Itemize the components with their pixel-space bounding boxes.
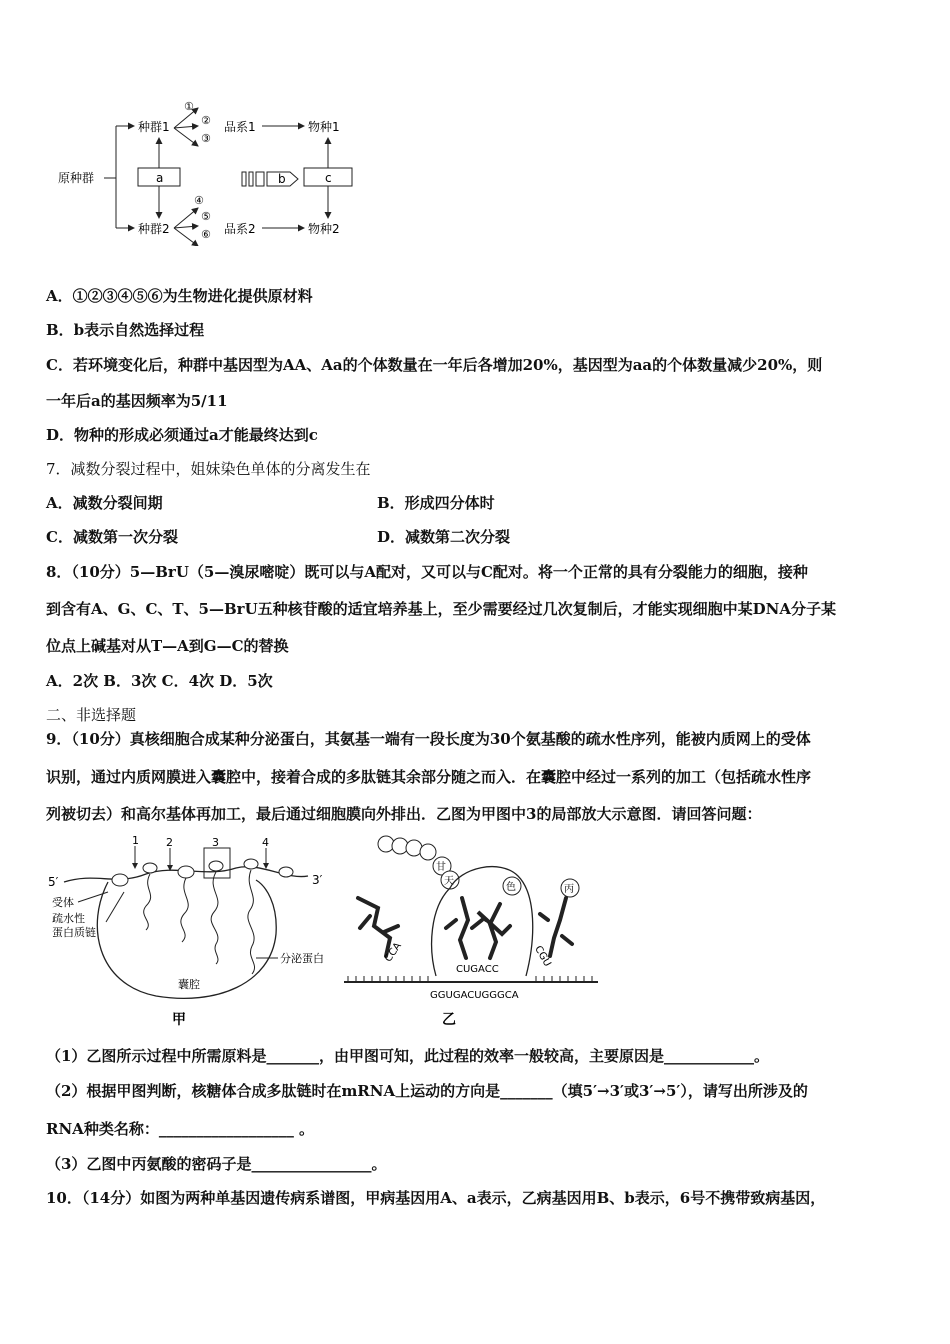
q7-option-c: C．减数第一次分裂 [46, 528, 178, 546]
q6-option-c-line1: C．若环境变化后，种群中基因型为AA、Aa的个体数量在一年后各增加20%，基因型为aa的个体数量减少20%，则 [46, 356, 823, 374]
q6-option-b: B．b表示自然选择过程 [46, 321, 205, 339]
figure-yi [340, 828, 602, 1028]
figure-jia-caption: 甲 [172, 1012, 186, 1028]
mutation-1-label: ① [184, 100, 194, 113]
q7-option-d: D．减数第二次分裂 [377, 528, 511, 546]
species2-label: 物种2 [308, 222, 340, 236]
figure-jia [46, 834, 336, 1029]
box-b-label: b [278, 172, 286, 186]
mutation-5-label: ⑤ [201, 210, 211, 223]
q9-line1: 9．（10分）真核细胞合成某种分泌蛋白，其氨基一端有一段长度为30个氨基酸的疏水性序列，能被内质网上的受体 [46, 730, 811, 748]
q8-line1: 8．（10分）5—BrU（5—溴尿嘧啶）既可以与A配对，又可以与C配对。将一个正常的具有分裂能力的细胞，接种 [46, 563, 808, 581]
box-c-label: c [325, 171, 332, 185]
label-4: 4 [262, 836, 269, 849]
mutation-2-label: ② [201, 114, 211, 127]
secreted-protein-label: 分泌蛋白 [280, 952, 324, 965]
q6-option-a: A．①②③④⑤⑥为生物进化提供原材料 [46, 287, 313, 305]
mutation-6-label: ⑥ [201, 228, 211, 241]
q8-line2: 到含有A、G、C、T、5—BrU五种核苷酸的适宜培养基上，至少需要经过几次复制后，才能实现细胞中某DNA分子某 [46, 600, 837, 618]
three-prime-label: 3′ [312, 873, 323, 887]
q9-sub1: （1）乙图所示过程中所需原料是_______，由甲图可知，此过程的效率一般较高，主要原因是____________。 [46, 1047, 769, 1065]
mrna-sequence: GGUGACUGGGCA [430, 990, 519, 1001]
q6-option-d: D．物种的形成必须通过a才能最终达到c [46, 426, 318, 444]
box-a-label: a [156, 171, 164, 185]
hydrophobic-label-2: 蛋白质链 [52, 926, 96, 939]
species1-label: 物种1 [308, 120, 340, 134]
speciation-diagram [46, 96, 366, 246]
original-population-label: 原种群 [58, 171, 95, 185]
q9-sub2-line2: RNA种类名称：__________________ 。 [46, 1120, 315, 1138]
hydrophobic-label-1: 疏水性 [52, 912, 85, 925]
q8-options: A．2次 B．3次 C．4次 D．5次 [46, 672, 273, 690]
strain1-label: 品系1 [224, 120, 256, 134]
amino-acid-asp: 天 [444, 876, 454, 887]
label-1: 1 [132, 834, 139, 847]
q7-stem: 7．减数分裂过程中，姐妹染色单体的分离发生在 [46, 460, 371, 478]
section-heading: 二、非选择题 [46, 706, 137, 724]
population1-label: 种群1 [138, 120, 170, 134]
population2-label: 种群2 [138, 222, 170, 236]
q9-sub2-line1: （2）根据甲图判断，核糖体合成多肽链时在mRNA上运动的方向是_______（填5′→3′或3′→5′），请写出所涉及的 [46, 1082, 808, 1100]
figure-yi-caption: 乙 [442, 1012, 456, 1028]
q10-line1: 10．（14分）如图为两种单基因遗传病系谱图，甲病基因用A、a表示，乙病基因用B、b表示，6号不携带致病基因， [46, 1189, 826, 1207]
receptor-label: 受体 [52, 896, 74, 909]
anticodon-cca: CCA [382, 940, 404, 965]
label-3: 3 [212, 836, 219, 849]
q9-line2: 识别，通过内质网膜进入囊腔中，接着合成的多肽链其余部分随之而入．在囊腔中经过一系列的加工（包括疏水性序 [46, 768, 812, 786]
q9-sub3: （3）乙图中丙氨酸的密码子是________________。 [46, 1155, 387, 1173]
q6-option-c-line2: 一年后a的基因频率为5/11 [46, 392, 228, 410]
q7-option-b: B．形成四分体时 [377, 494, 495, 512]
amino-acid-trp: 色 [506, 882, 516, 893]
mutation-4-label: ④ [194, 194, 204, 207]
five-prime-label: 5′ [48, 875, 59, 889]
q7-option-a: A．减数分裂间期 [46, 494, 163, 512]
mutation-3-label: ③ [201, 132, 211, 145]
label-2: 2 [166, 836, 173, 849]
strain2-label: 品系2 [224, 222, 256, 236]
q8-line3: 位点上碱基对从T—A到G—C的替换 [46, 637, 289, 655]
q9-line3: 列被切去）和高尔基体再加工，最后通过细胞膜向外排出．乙图为甲图中3的局部放大示意图．请回答问题： [46, 805, 762, 823]
amino-acid-gly: 甘 [436, 862, 446, 873]
amino-acid-ala: 丙 [564, 884, 574, 895]
lumen-label: 囊腔 [178, 978, 200, 991]
anticodon-cugacc: CUGACC [456, 964, 499, 975]
anticodon-cgu: CGU [532, 944, 553, 969]
